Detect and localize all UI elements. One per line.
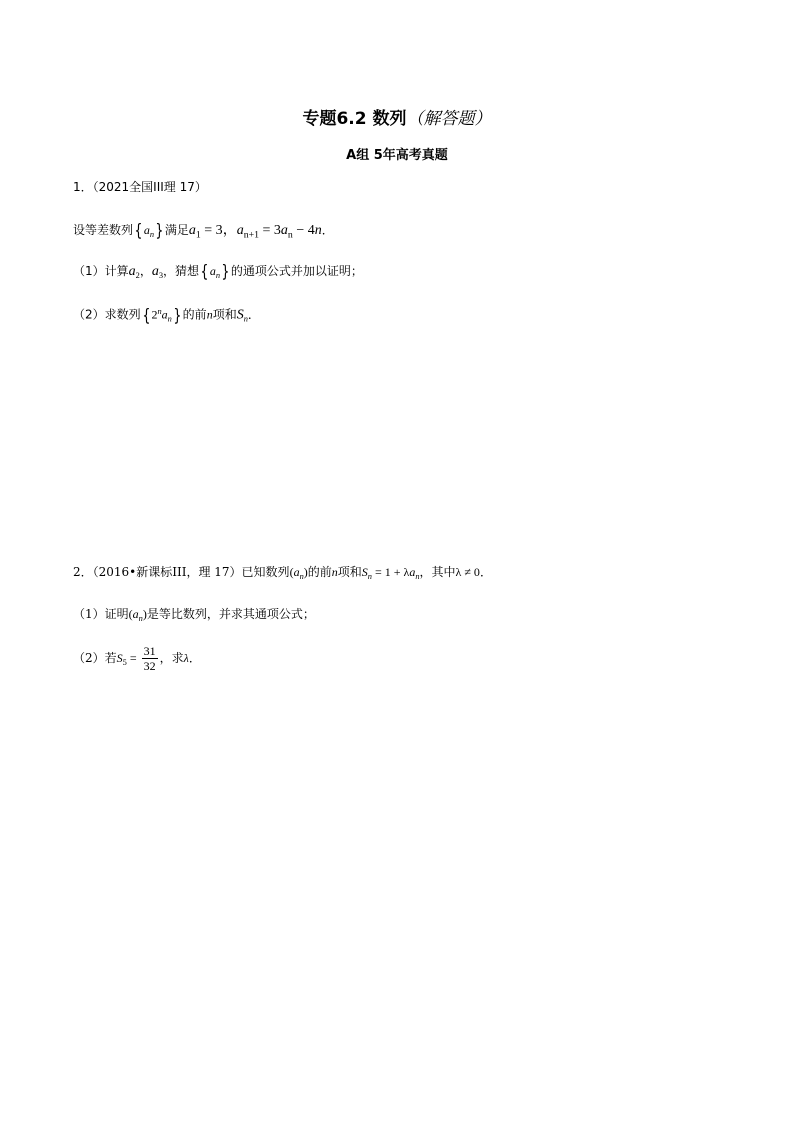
q1-stem: 设等差数列$\{a_n\}$满足$a_1 = 3$，$a_{n+1} = 3a_n - 4n$． [73, 221, 334, 241]
q2-stem: 2．（2016•新课标III，理 17）已知数列$(a_n)$的前n项和$S_n = 1 + \lambda a_n$，其中λ ≠ 0． [73, 565, 492, 581]
q2-part1: （1）证明$(a_n)$是等比数列，并求其通项公式； [73, 607, 315, 623]
title-paren: （解答题） [406, 109, 492, 129]
q1-part2: （2）求数列$\{2^na_n\}$的前n项和$S_n$． [73, 305, 260, 326]
q1-header: 1．（2021全国III理 17） [73, 180, 207, 194]
title-main: 专题6.2 数列 [302, 109, 407, 129]
page-title [0, 104, 794, 129]
q2-part2: （2）若$S_5$ = $\frac{31}{32}$ ，求λ． [73, 644, 201, 673]
q1-condition: $a_1 = 3$，$a_{n+1} = 3a_n - 4n$ [188, 223, 322, 241]
fraction-31-32: $\frac{31}{32}$ [143, 644, 156, 673]
q1-part1: （1）计算$a_2$，$a_3$，猜想$\{a_n\}$的通项公式并加以证明； [73, 262, 363, 282]
section-subtitle: A组 5年高考真题 [346, 148, 448, 163]
